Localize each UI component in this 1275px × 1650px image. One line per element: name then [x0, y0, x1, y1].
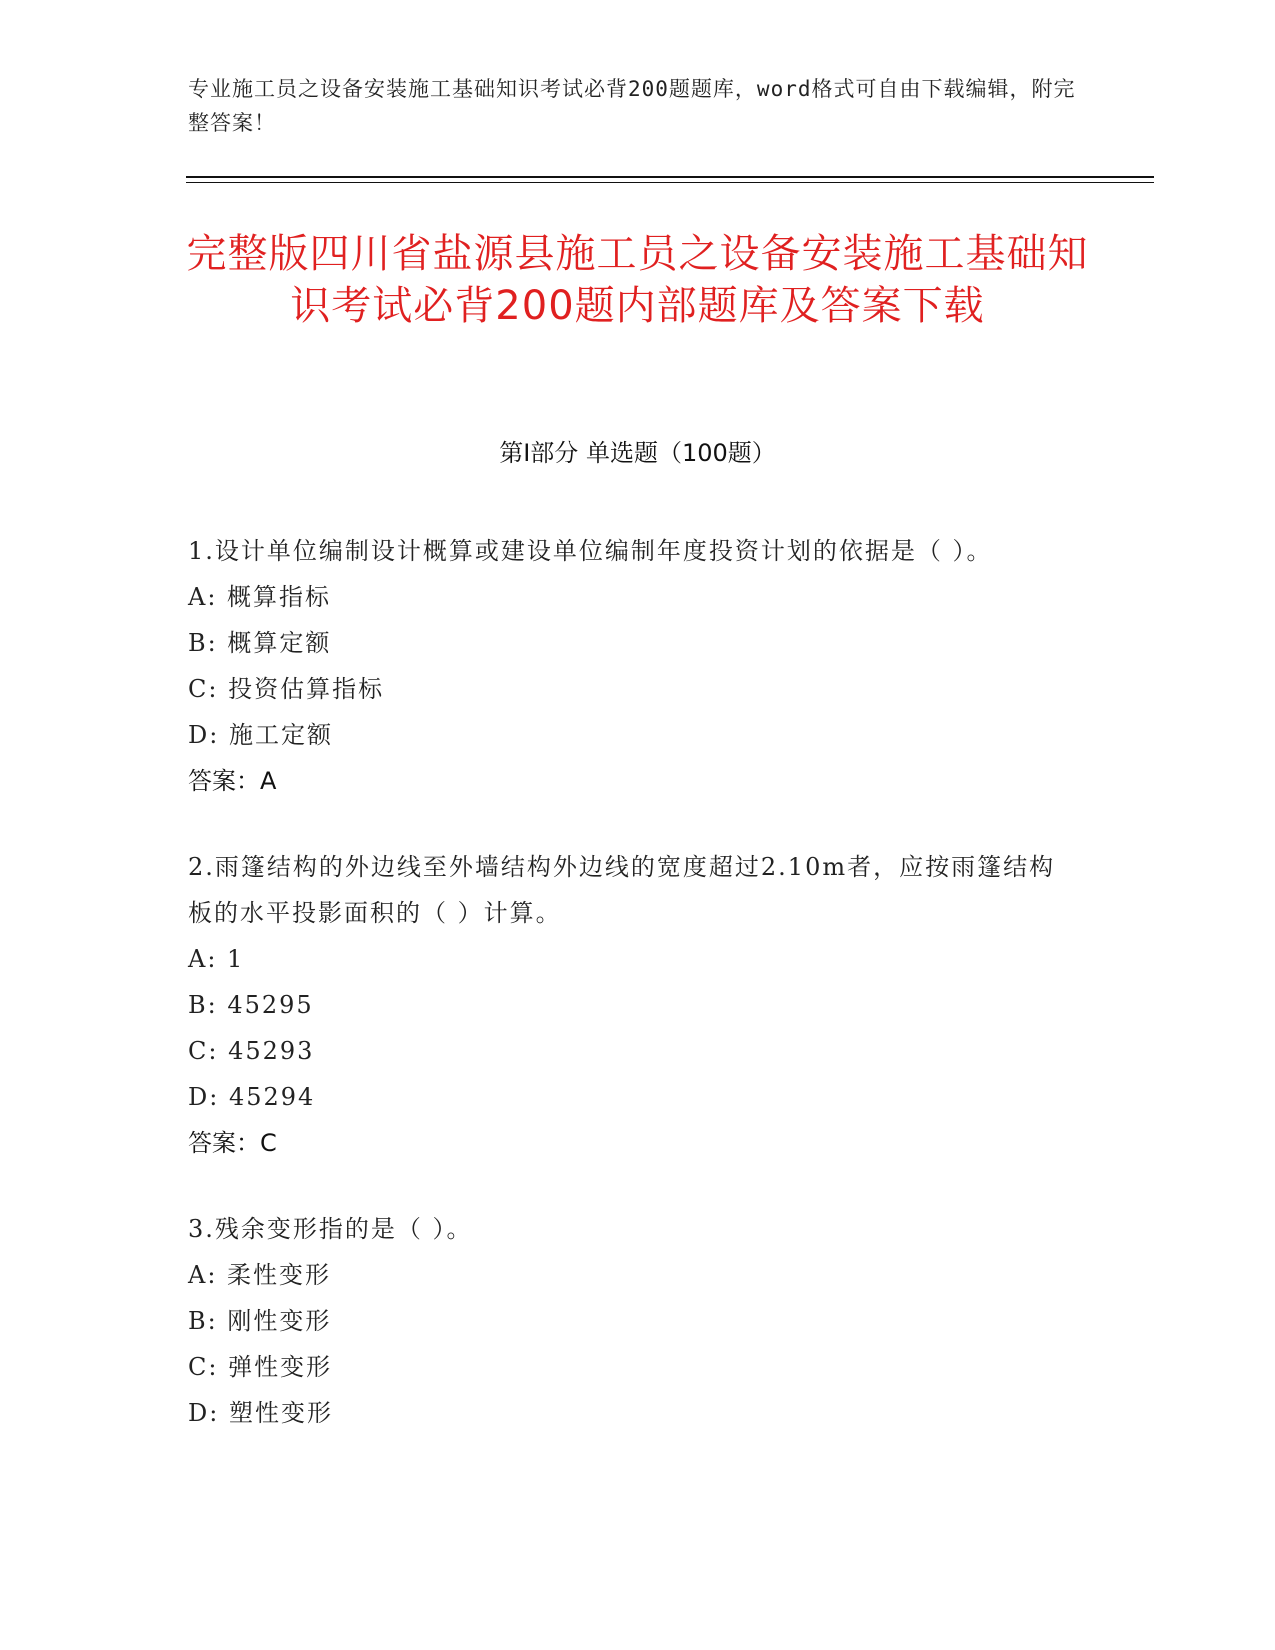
header-note: 专业施工员之设备安装施工基础知识考试必背200题题库，word格式可自由下载编辑，附完整答案！ — [188, 77, 1076, 135]
option-b: B: 刚性变形 — [188, 1307, 332, 1335]
header-rule-thick — [186, 176, 1154, 178]
section-heading: 第Ⅰ部分 单选题（100题） — [499, 439, 776, 467]
option-b: B: 概算定额 — [188, 629, 332, 657]
option-d: D: 塑性变形 — [188, 1399, 333, 1427]
answer: 答案：C — [188, 1129, 277, 1157]
option-c: C: 弹性变形 — [188, 1353, 333, 1381]
option-c: C: 投资估算指标 — [188, 675, 385, 703]
document-title: 完整版四川省盐源县施工员之设备安装施工基础知识考试必背200题内部题库及答案下载 — [186, 231, 1089, 329]
question-list — [188, 528, 1068, 1476]
question-stem: 2.雨篷结构的外边线至外墙结构外边线的宽度超过2.10m者，应按雨篷结构板的水平投影面积的（ ）计算。 — [188, 853, 1056, 927]
question-stem: 3.残余变形指的是（ ）。 — [188, 1215, 473, 1243]
option-a: A: 概算指标 — [188, 583, 332, 611]
question-1 — [188, 528, 1068, 804]
option-d: D: 45294 — [188, 1083, 316, 1111]
option-a: A: 1 — [188, 945, 245, 973]
question-2 — [188, 844, 1068, 1166]
option-c: C: 45293 — [188, 1037, 315, 1065]
option-a: A: 柔性变形 — [188, 1261, 332, 1289]
header-rule-thin — [186, 182, 1154, 183]
answer: 答案：A — [188, 767, 277, 795]
option-b: B: 45295 — [188, 991, 314, 1019]
question-3 — [188, 1206, 1068, 1436]
option-d: D: 施工定额 — [188, 721, 333, 749]
question-stem: 1.设计单位编制设计概算或建设单位编制年度投资计划的依据是（ ）。 — [188, 537, 993, 565]
